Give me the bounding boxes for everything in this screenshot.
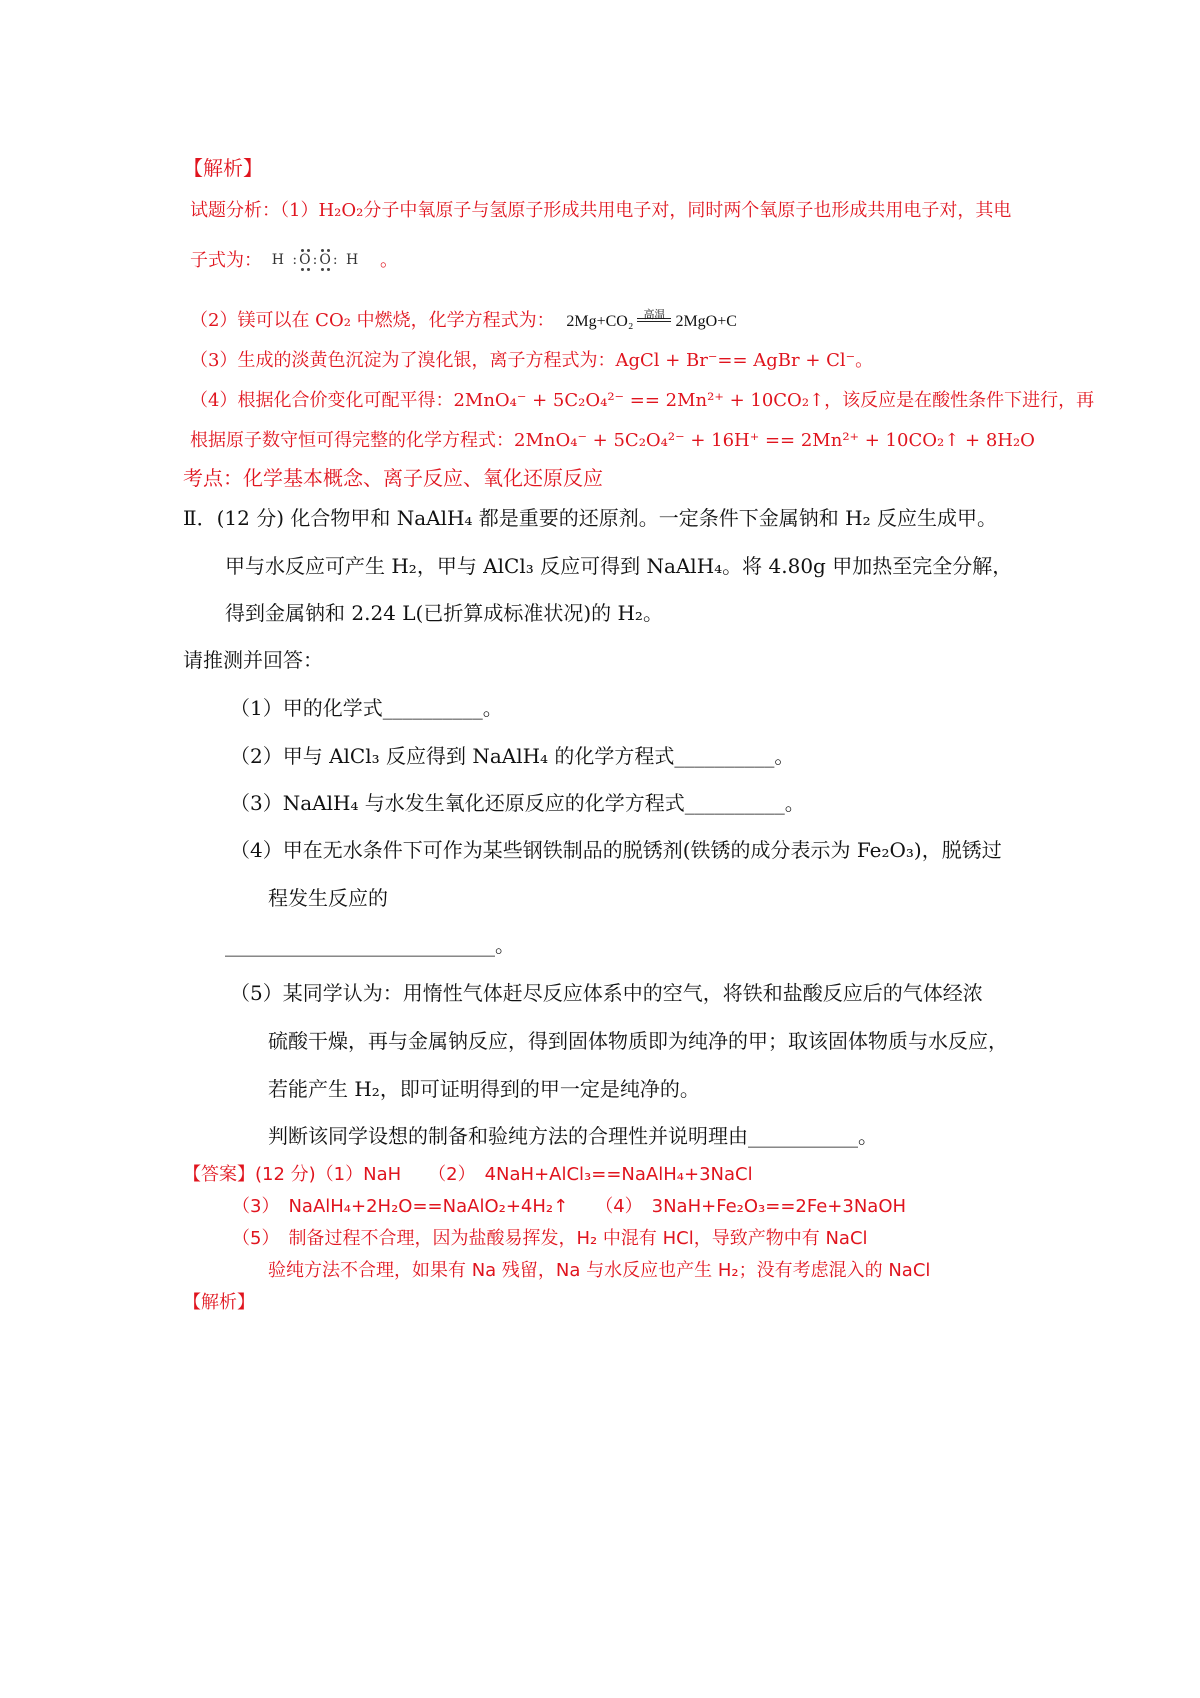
question-3: （3）NaAlH₄ 与水发生氧化还原反应的化学方程式__________。 xyxy=(230,791,805,815)
answer-line3: （5） 制备过程不合理，因为盐酸易挥发，H₂ 中混有 HCl，导致产物中有 NaCl xyxy=(232,1228,868,1249)
mg-co2-equation xyxy=(566,309,737,330)
answer-line1: 【答案】(12 分)（1）NaH （2） 4NaH+AlCl₃==NaAlH₄+3NaCl xyxy=(183,1164,753,1185)
mg-eq-left: 2Mg+CO₂ xyxy=(566,313,634,330)
analysis-p1-line2 xyxy=(190,252,398,270)
question-4-answer-blank: ___________________________。 xyxy=(225,933,515,957)
analysis-p3: （3）生成的淡黄色沉淀为了溴化银，离子方程式为：AgCl + Br⁻== AgBr + Cl⁻。 xyxy=(190,350,874,371)
answer-analysis-heading: 【解析】 xyxy=(183,1292,255,1313)
analysis-p2-prefix: （2）镁可以在 CO₂ 中燃烧，化学方程式为： xyxy=(190,310,555,331)
electron-formula-h2: H xyxy=(345,252,361,268)
question-5-line1: （5）某同学认为：用惰性气体赶尽反应体系中的空气，将铁和盐酸反应后的气体经浓 xyxy=(230,981,983,1005)
question-5-line3: 若能产生 H₂，即可证明得到的甲一定是纯净的。 xyxy=(268,1077,700,1101)
question-4-line1: （4）甲在无水条件下可作为某些钢铁制品的脱锈剂(铁锈的成分表示为 Fe₂O₃)，脱锈过 xyxy=(230,838,1002,862)
electron-formula-o1: O xyxy=(299,252,313,268)
analysis-p1-prefix: 子式为： xyxy=(190,250,262,271)
question-intro-line1: Ⅱ．(12 分) 化合物甲和 NaAlH₄ 都是重要的还原剂。一定条件下金属钠和 H₂ 反应生成甲。 xyxy=(183,506,997,530)
answer-line4: 验纯方法不合理，如果有 Na 残留，Na 与水反应也产生 H₂；没有考虑混入的 NaCl xyxy=(268,1260,931,1281)
analysis-p4-line2: 根据原子数守恒可得完整的化学方程式：2MnO₄⁻ + 5C₂O₄²⁻ + 16H⁺ == 2Mn²⁺ + 10CO₂↑ + 8H₂O xyxy=(190,430,1035,451)
mg-eq-condition: 高温 xyxy=(643,309,666,321)
question-5-line4: 判断该同学设想的制备和验纯方法的合理性并说明理由___________。 xyxy=(268,1124,878,1148)
electron-formula: H :O:O: H xyxy=(271,252,361,268)
question-1: （1）甲的化学式__________。 xyxy=(230,696,503,720)
analysis-p4-line1: （4）根据化合价变化可配平得：2MnO₄⁻ + 5C₂O₄²⁻ == 2Mn²⁺ + 10CO₂↑，该反应是在酸性条件下进行，再 xyxy=(190,390,1095,411)
analysis-p2 xyxy=(190,309,737,331)
question-2: （2）甲与 AlCl₃ 反应得到 NaAlH₄ 的化学方程式__________。 xyxy=(230,744,795,768)
question-intro-line3: 得到金属钠和 2.24 L(已折算成标准状况)的 H₂。 xyxy=(225,601,663,625)
kaodian: 考点：化学基本概念、离子反应、氧化还原反应 xyxy=(183,466,603,490)
question-prompt: 请推测并回答： xyxy=(183,648,323,672)
question-intro-line2: 甲与水反应可产生 H₂，甲与 AlCl₃ 反应可得到 NaAlH₄。将 4.80g 甲加热至完全分解， xyxy=(225,554,1013,578)
analysis-p1-suffix: 。 xyxy=(379,250,398,271)
question-4-line2: 程发生反应的 xyxy=(268,886,388,910)
question-5-line2: 硫酸干燥，再与金属钠反应，得到固体物质即为纯净的甲；取该固体物质与水反应， xyxy=(268,1029,1008,1053)
electron-formula-h1: H xyxy=(271,252,286,268)
electron-formula-o2: O xyxy=(319,252,333,268)
analysis-p1-line1: 试题分析：（1）H₂O₂分子中氧原子与氢原子形成共用电子对，同时两个氧原子也形成共用电子对，其电 xyxy=(190,200,1012,221)
analysis-heading: 【解析】 xyxy=(183,156,263,180)
answer-line2: （3） NaAlH₄+2H₂O==NaAlO₂+4H₂↑ （4） 3NaH+Fe₂O₃==2Fe+3NaOH xyxy=(232,1196,907,1217)
mg-eq-right: 2MgO+C xyxy=(675,313,737,330)
